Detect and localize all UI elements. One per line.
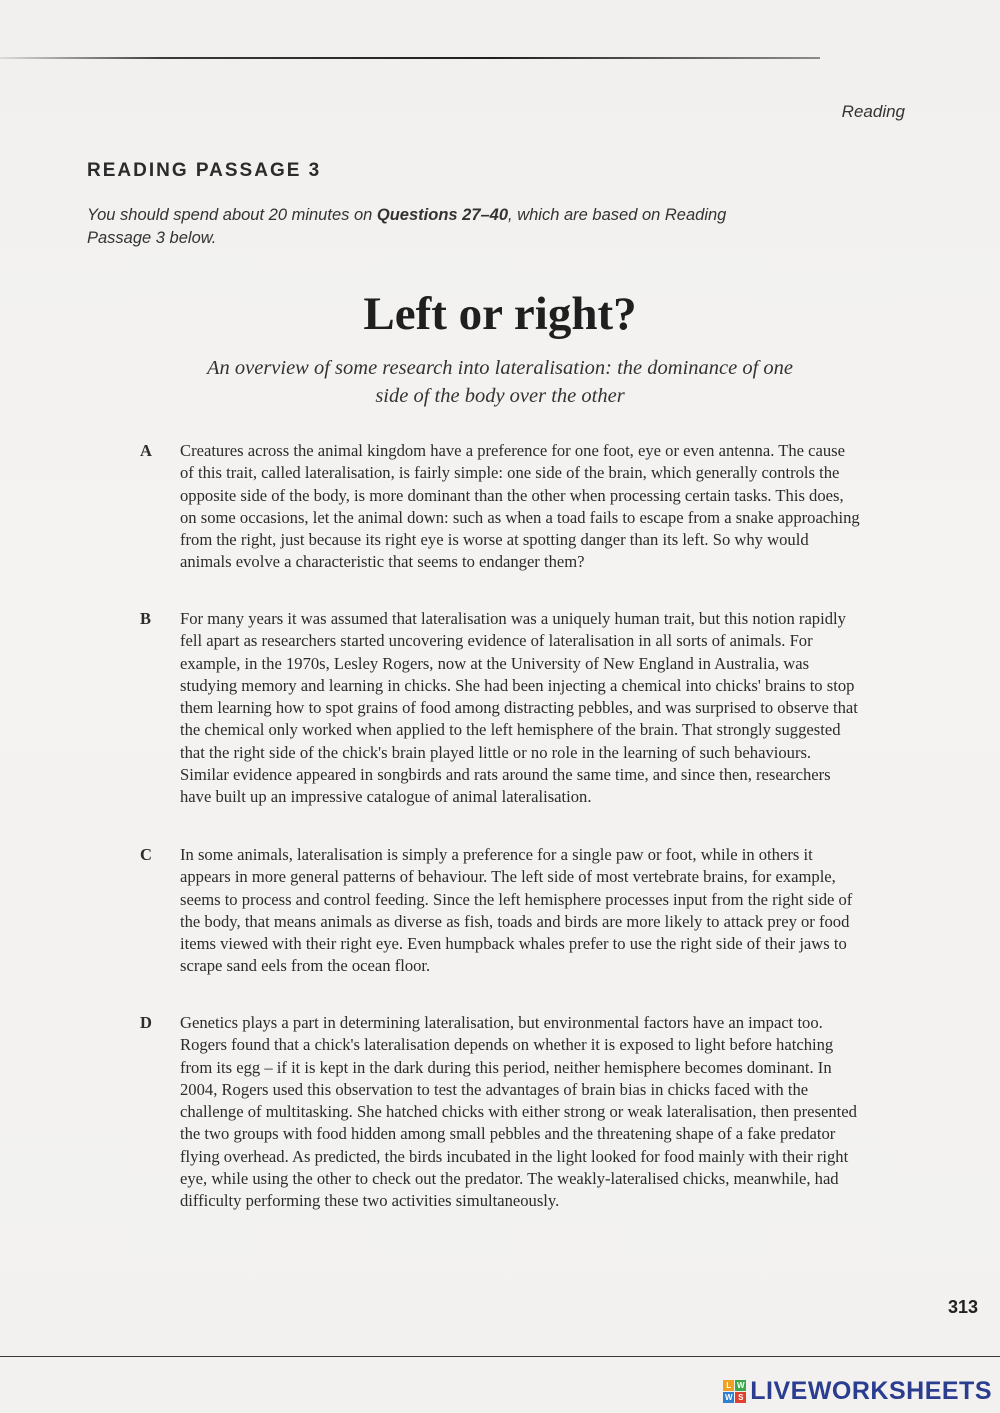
section-label: Reading (841, 102, 905, 121)
instructions-questions: Questions 27–40 (376, 206, 509, 224)
logo-tile: W (736, 1381, 745, 1390)
paragraph-letter: C (140, 845, 152, 864)
paragraph-text: Genetics plays a part in determining lateralisation, but environmental factors have an impact too. Rogers found that a chick's lateralisation depends on whether it is exposed to light before hatching from its egg – if it is kept in the dark during this period, neither hemisphere becomes dominant. In 2004, Rogers used this observation to test the advantages of brain bias in chicks faced with the challenge of multitasking. She hatched chicks with either strong or weak lateralisation, then presented the two groups with food hidden among small pebbles and the threatening shape of a fake predator flying overhead. As predicted, the birds incubated in the light looked for food mainly with their right eye, while using the other to check out the predator. The weakly-lateralised chicks, meanwhile, had difficulty performing these two activities simultaneously. (180, 1013, 857, 1211)
top-rule (0, 57, 820, 59)
passage-heading: READING PASSAGE 3 (87, 160, 322, 181)
paragraph-letter: A (140, 441, 152, 460)
page-number: 313 (947, 1297, 978, 1317)
liveworksheets-logo-icon (723, 1380, 746, 1403)
article-title: Left or right? (363, 288, 637, 340)
article-subtitle: An overview of some research into lateralisation: the dominance of one side of the body over the other (206, 357, 794, 407)
logo-tile: S (735, 1392, 746, 1403)
instructions-text: You should spend about 20 minutes on (87, 206, 377, 224)
instructions-text-end: , which are based on Reading Passage 3 below. (87, 206, 727, 247)
paragraph-c (140, 844, 860, 978)
paragraph-b (140, 608, 860, 809)
paragraph-letter: D (140, 1013, 152, 1032)
paragraph-text: For many years it was assumed that lateralisation was a uniquely human trait, but this notion rapidly fell apart as researchers started uncovering evidence of lateralisation in all sorts of animals. For example, in the 1970s, Lesley Rogers, now at the University of New England in Australia, was studying memory and learning in chicks. She had been injecting a chemical into chicks' brains to stop them learning how to spot grains of food among distracting pebbles, and was surprised to observe that the chemical only worked when applied to the left hemisphere of the brain. That strongly suggested that the right side of the chick's brain played little or no role in the learning of such behaviours. Similar evidence appeared in songbirds and rats around the same time, and since then, researchers have built up an impressive catalogue of animal lateralisation. (180, 609, 858, 807)
logo-tile: L (723, 1380, 734, 1391)
paragraph-letter: B (140, 609, 152, 628)
liveworksheets-brand[interactable] (723, 1377, 992, 1406)
brand-name: LIVEWORKSHEETS (750, 1377, 992, 1405)
logo-tile: W (724, 1393, 733, 1402)
bottom-rule (0, 1356, 1000, 1357)
paragraph-text: Creatures across the animal kingdom have a preference for one foot, eye or even antenna. The cause of this trait, called lateralisation, is fairly simple: one side of the brain, which generally controls the opposite side of the body, is more dominant than the other when processing certain tasks. This does, on some occasions, let the animal down: such as when a toad fails to escape from a snake approaching from the right, just because its right eye is worse at spotting danger than its left. So why would animals evolve a characteristic that seems to endanger them? (180, 441, 860, 572)
paragraph-a (140, 440, 860, 574)
paragraph-d (140, 1012, 860, 1213)
paragraph-text: In some animals, lateralisation is simply a preference for a single paw or foot, while in others it appears in more general patterns of behaviour. The left side of most vertebrate brains, for example, seems to process and control feeding. Since the left hemisphere processes input from the right side of the body, that means animals as diverse as fish, toads and birds are more likely to attack prey or food items viewed with their right eye. Even humpback whales prefer to use the right side of their jaws to scrape sand eels from the ocean floor. (180, 845, 853, 976)
instructions (87, 204, 767, 250)
